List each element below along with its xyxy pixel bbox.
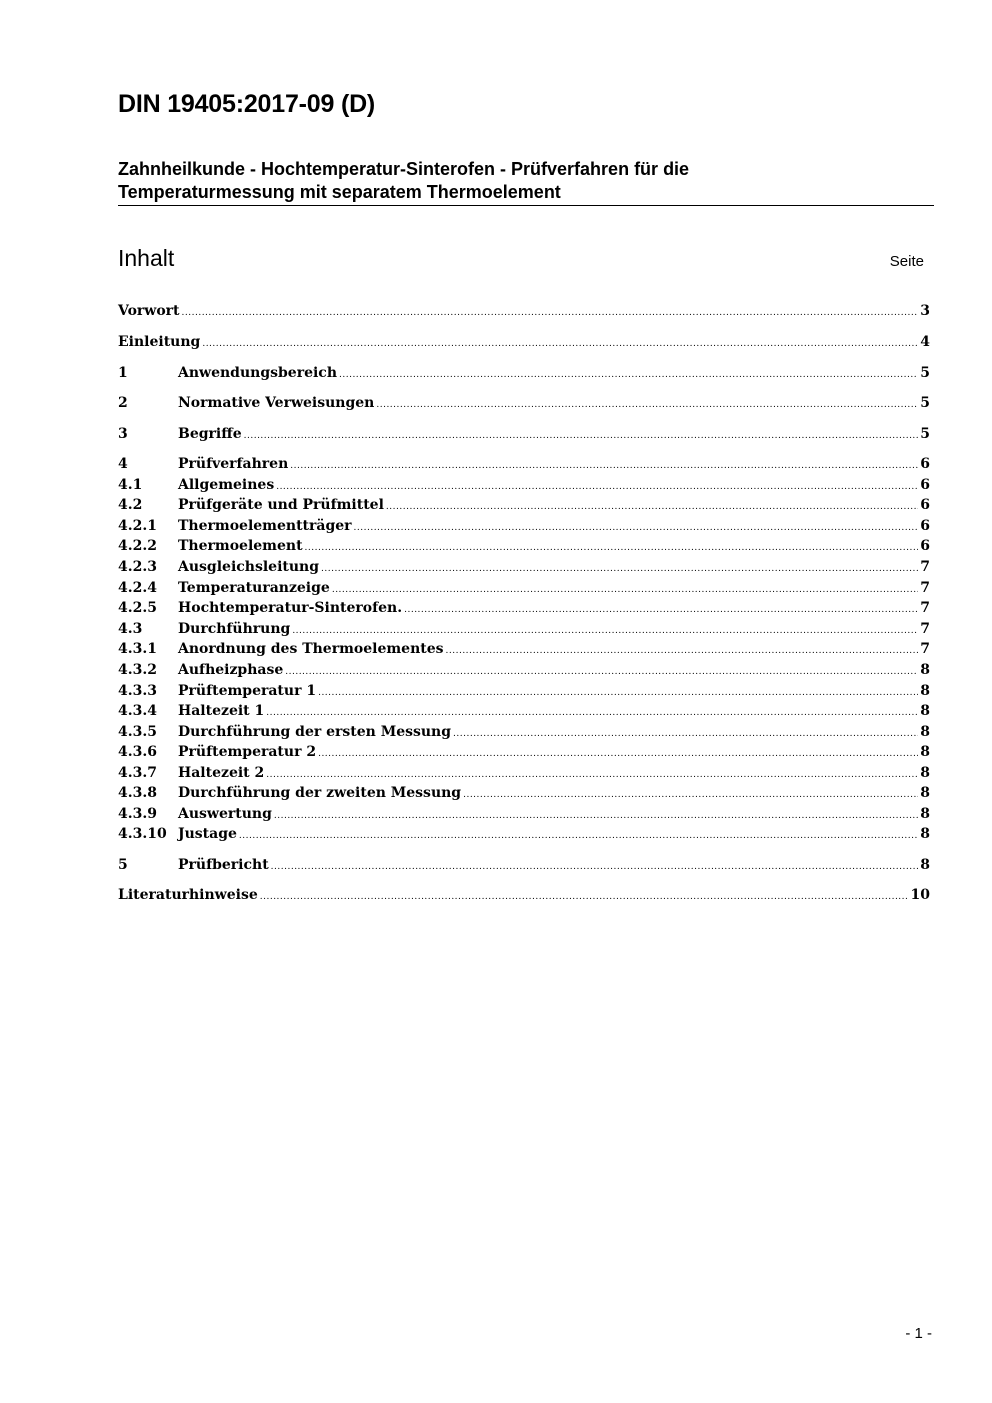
- toc-entry-page: 7: [920, 559, 930, 575]
- toc-dot-leader: [404, 605, 918, 615]
- toc-entry[interactable]: [118, 826, 930, 846]
- toc-entry-number: 4.3.5: [118, 724, 157, 740]
- toc-entry[interactable]: [118, 806, 930, 826]
- toc-entry-title: Begriffe: [178, 426, 242, 442]
- toc-entry-number: 4.2: [118, 497, 143, 513]
- toc-entry[interactable]: [118, 334, 930, 354]
- toc-entry[interactable]: [118, 456, 930, 476]
- toc-entry[interactable]: [118, 887, 930, 907]
- document-title: [118, 158, 932, 204]
- toc-entry-number: 4.3.6: [118, 744, 157, 760]
- toc-dot-leader: [292, 626, 918, 636]
- toc-entry-title: Ausgleichsleitung: [178, 559, 319, 575]
- toc-entry-page: 3: [920, 303, 930, 319]
- toc-entry-title: Prüfgeräte und Prüfmittel: [178, 497, 384, 513]
- toc-entry-page: 8: [920, 744, 930, 760]
- toc-entry-page: 8: [920, 765, 930, 781]
- toc-entry-number: 4.3.9: [118, 806, 157, 822]
- toc-entry-page: 6: [920, 497, 930, 513]
- toc-entry-page: 6: [920, 456, 930, 472]
- toc-entry-title: Prüftemperatur 1: [178, 683, 317, 699]
- toc-entry-page: 8: [920, 662, 930, 678]
- toc-entry[interactable]: [118, 641, 930, 661]
- toc-entry[interactable]: [118, 703, 930, 723]
- title-divider: [118, 205, 934, 206]
- toc-entry-page: 8: [920, 806, 930, 822]
- toc-dot-leader: [318, 749, 918, 759]
- toc-entry-title: Anwendungsbereich: [178, 365, 337, 381]
- toc-entry-title: Justage: [178, 826, 237, 842]
- toc-entry-title: Prüftemperatur 2: [178, 744, 317, 760]
- toc-entry[interactable]: [118, 365, 930, 385]
- toc-dot-leader: [202, 339, 918, 349]
- toc-entry-number: 5: [118, 857, 128, 873]
- toc-entry-page: 7: [920, 621, 930, 637]
- toc-dot-leader: [271, 862, 919, 872]
- toc-entry-number: 1: [118, 365, 128, 381]
- toc-entry-number: 4.3.4: [118, 703, 157, 719]
- toc-dot-leader: [339, 370, 918, 380]
- toc-dot-leader: [354, 523, 919, 533]
- toc-entry-title: Haltezeit 2: [178, 765, 265, 781]
- toc-entry-number: 4.3.7: [118, 765, 157, 781]
- toc-dot-leader: [274, 811, 918, 821]
- toc-dot-leader: [239, 831, 918, 841]
- toc-dot-leader: [463, 790, 918, 800]
- toc-entry-page: 6: [920, 538, 930, 554]
- toc-page-column-label: Seite: [889, 253, 924, 270]
- toc-entry-page: 4: [920, 334, 930, 350]
- toc-dot-leader: [260, 892, 909, 902]
- toc-entry-page: 6: [920, 477, 930, 493]
- toc-entry[interactable]: [118, 580, 930, 600]
- toc-entry[interactable]: [118, 497, 930, 517]
- toc-entry-page: 8: [920, 703, 930, 719]
- toc-entry[interactable]: [118, 538, 930, 558]
- toc-entry[interactable]: [118, 765, 930, 785]
- toc-entry-number: 4.3.8: [118, 785, 157, 801]
- toc-entry[interactable]: [118, 662, 930, 682]
- toc-dot-leader: [276, 482, 918, 492]
- toc-dot-leader: [318, 688, 918, 698]
- toc-entry[interactable]: [118, 395, 930, 415]
- toc-entry-page: 5: [920, 395, 930, 411]
- toc-entry[interactable]: [118, 426, 930, 446]
- toc-entry-number: 4: [118, 456, 128, 472]
- toc-entry-title: Literaturhinweise: [118, 887, 258, 903]
- toc-entry-number: 4.3.2: [118, 662, 157, 678]
- toc-entry-title: Thermoelement: [178, 538, 303, 554]
- toc-dot-leader: [305, 543, 919, 553]
- toc-entry-title: Einleitung: [118, 334, 201, 350]
- toc-entry-number: 4.2.1: [118, 518, 157, 534]
- toc-dot-leader: [285, 667, 918, 677]
- toc-entry[interactable]: [118, 621, 930, 641]
- toc-dot-leader: [386, 502, 918, 512]
- toc-entry-title: Auswertung: [178, 806, 272, 822]
- page-number: - 1 -: [905, 1325, 932, 1342]
- toc-entry-number: 4.2.5: [118, 600, 157, 616]
- toc-dot-leader: [332, 585, 918, 595]
- toc-entry[interactable]: [118, 303, 930, 323]
- toc-heading: Inhalt: [118, 245, 175, 271]
- toc-entry-page: 6: [920, 518, 930, 534]
- toc-entry-number: 2: [118, 395, 128, 411]
- toc-entry-title: Haltezeit 1: [178, 703, 265, 719]
- toc-entry[interactable]: [118, 857, 930, 877]
- toc-dot-leader: [321, 564, 918, 574]
- toc-entry[interactable]: [118, 518, 930, 538]
- toc-entry-number: 4.3.10: [118, 826, 167, 842]
- toc-entry-number: 4.2.2: [118, 538, 157, 554]
- toc-entry-title: Vorwort: [118, 303, 180, 319]
- toc-entry-title: Hochtemperatur-Sinterofen.: [178, 600, 403, 616]
- toc-dot-leader: [290, 461, 918, 471]
- toc-entry-title: Aufheizphase: [178, 662, 284, 678]
- document-title-line-1: Zahnheilkunde - Hochtemperatur-Sinterofen - Prüfverfahren für die: [118, 159, 690, 179]
- toc-entry-title: Durchführung: [178, 621, 291, 637]
- toc-entry-title: Durchführung der zweiten Messung: [178, 785, 462, 801]
- toc-entry-page: 8: [920, 724, 930, 740]
- toc-entry[interactable]: [118, 683, 930, 703]
- toc-entry-title: Allgemeines: [178, 477, 275, 493]
- toc-entry-title: Prüfbericht: [178, 857, 269, 873]
- toc-entry-title: Thermoelementträger: [178, 518, 352, 534]
- toc-entry[interactable]: [118, 600, 930, 620]
- toc-entry-page: 7: [920, 600, 930, 616]
- toc-entry-number: 4.2.3: [118, 559, 157, 575]
- toc-entry-page: 5: [920, 365, 930, 381]
- toc-entry-number: 3: [118, 426, 128, 442]
- document-code: DIN 19405:2017-09 (D): [118, 90, 376, 118]
- toc-entry-title: Anordnung des Thermoelementes: [178, 641, 444, 657]
- toc-entry-number: 4.3.1: [118, 641, 157, 657]
- toc-entry[interactable]: [118, 559, 930, 579]
- toc-dot-leader: [446, 646, 919, 656]
- toc-entry-page: 5: [920, 426, 930, 442]
- toc-entry-title: Temperaturanzeige: [178, 580, 330, 596]
- toc-dot-leader: [266, 708, 918, 718]
- toc-dot-leader: [182, 308, 919, 318]
- toc-entry-page: 8: [920, 683, 930, 699]
- toc-entry[interactable]: [118, 477, 930, 497]
- toc-entry-title: Prüfverfahren: [178, 456, 289, 472]
- toc-entry-page: 7: [920, 580, 930, 596]
- toc-entry-number: 4.1: [118, 477, 143, 493]
- toc-entry-title: Normative Verweisungen: [178, 395, 375, 411]
- toc-entry-page: 10: [910, 887, 930, 903]
- toc-dot-leader: [453, 729, 918, 739]
- toc-dot-leader: [244, 431, 919, 441]
- document-title-line-2: Temperaturmessung mit separatem Thermoelement: [118, 182, 561, 202]
- toc-entry-page: 7: [920, 641, 930, 657]
- toc-entry-page: 8: [920, 857, 930, 873]
- toc-dot-leader: [376, 400, 918, 410]
- toc-dot-leader: [266, 770, 918, 780]
- toc-entry[interactable]: [118, 724, 930, 744]
- toc-entry-number: 4.2.4: [118, 580, 157, 596]
- toc-entry-number: 4.3.3: [118, 683, 157, 699]
- toc-entry[interactable]: [118, 785, 930, 805]
- toc-entry-page: 8: [920, 785, 930, 801]
- toc-entry-title: Durchführung der ersten Messung: [178, 724, 452, 740]
- toc-entry-number: 4.3: [118, 621, 143, 637]
- toc-entry[interactable]: [118, 744, 930, 764]
- toc-entry-page: 8: [920, 826, 930, 842]
